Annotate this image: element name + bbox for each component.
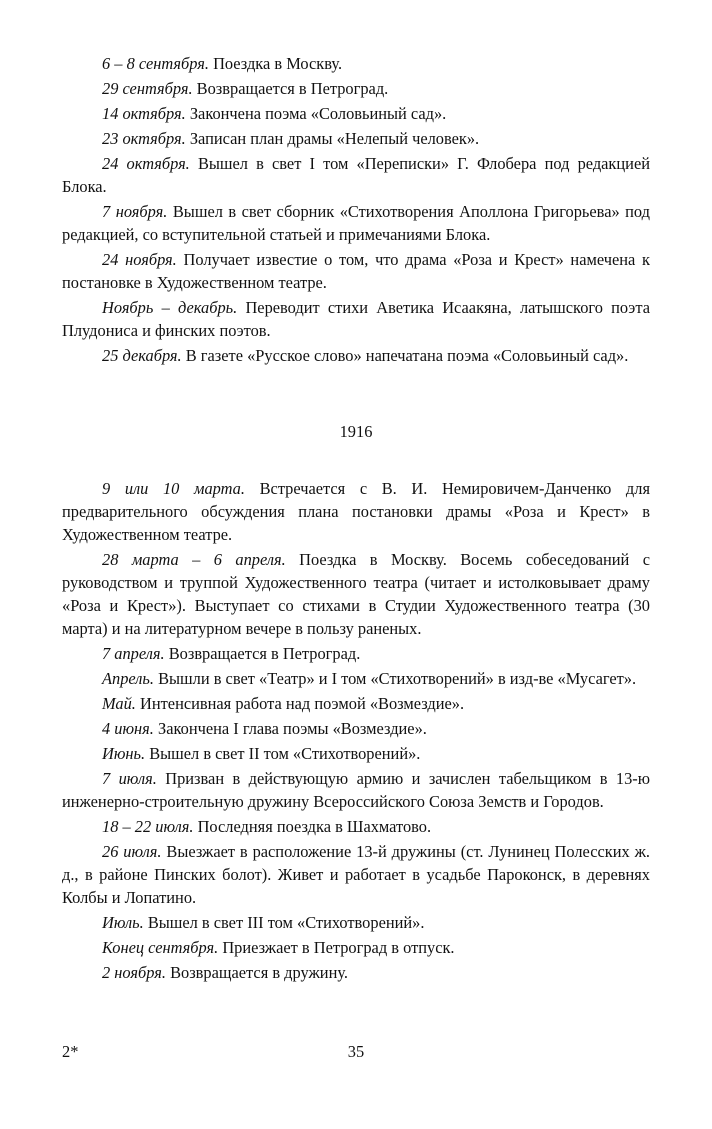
entry-date: Ноябрь – декабрь. xyxy=(102,298,238,317)
entry-text: Поездка в Москву. Восемь собеседований с руководством и труппой Художественного театра (читает и истолковывает драму «Роза и Крест»). Выступает со стихами в Студии Художественного театра (30 марта) и на литературном вечере в пользу раненых. xyxy=(62,550,650,638)
page-body xyxy=(62,52,650,986)
page-number: 35 xyxy=(347,1042,365,1061)
entry-text: Встречается с В. И. Немировичем-Данченко для предварительного обсуждения плана постановки драмы «Роза и Крест» в Художественном театре. xyxy=(62,479,650,544)
chronicle-entry xyxy=(62,200,650,246)
chronicle-entry xyxy=(62,296,650,342)
chronicle-entry xyxy=(62,52,650,75)
entry-text: Вышел в свет III том «Стихотворений». xyxy=(147,913,425,932)
entry-date: 29 сентября. xyxy=(102,79,193,98)
chronicle-entry xyxy=(62,477,650,546)
entry-text: Приезжает в Петроград в отпуск. xyxy=(222,938,455,957)
chronicle-entry xyxy=(62,344,650,367)
page-footer xyxy=(62,1040,650,1064)
chronicle-entry xyxy=(62,152,650,198)
entry-date: 4 июня. xyxy=(102,719,154,738)
signature-mark: 2* xyxy=(62,1042,79,1061)
chronicle-entry xyxy=(62,127,650,150)
entry-date: Апрель. xyxy=(102,669,154,688)
entry-text: В газете «Русское слово» напечатана поэма «Соловьиный сад». xyxy=(185,346,629,365)
entry-text: Вышел в свет сборник «Стихотворения Аполлона Григорьева» под редакцией, со вступительной статьей и примечаниями Блока. xyxy=(62,202,650,244)
entry-text: Возвращается в дружину. xyxy=(170,963,348,982)
year-heading: 1916 xyxy=(339,422,373,441)
entry-date: Май. xyxy=(102,694,136,713)
entry-date: 24 ноября. xyxy=(102,250,177,269)
entry-date: 28 марта – 6 апреля. xyxy=(102,550,286,569)
chronicle-entry xyxy=(62,742,650,765)
entry-text: Возвращается в Петроград. xyxy=(196,79,389,98)
entry-date: 24 октября. xyxy=(102,154,190,173)
chronicle-entry xyxy=(62,840,650,909)
entry-text: Закончена I глава поэмы «Возмездие». xyxy=(158,719,427,738)
entry-date: 26 июля. xyxy=(102,842,162,861)
entry-text: Вышли в свет «Театр» и I том «Стихотворений» в изд-ве «Мусагет». xyxy=(158,669,637,688)
entry-text: Поездка в Москву. xyxy=(213,54,343,73)
entry-text: Призван в действующую армию и зачислен табельщиком в 13-ю инженерно-строительную дружину Всероссийского Союза Земств и Городов. xyxy=(62,769,650,811)
entry-date: 7 апреля. xyxy=(102,644,165,663)
chronicle-entry xyxy=(62,936,650,959)
entry-text: Вышел в свет II том «Стихотворений». xyxy=(149,744,421,763)
chronicle-entry xyxy=(62,548,650,640)
chronicle-entry xyxy=(62,815,650,838)
entry-text: Получает известие о том, что драма «Роза и Крест» намечена к постановке в Художественном театре. xyxy=(62,250,650,292)
entry-text: Интенсивная работа над поэмой «Возмездие». xyxy=(140,694,465,713)
entry-date: 9 или 10 марта. xyxy=(102,479,245,498)
entry-text: Возвращается в Петроград. xyxy=(168,644,361,663)
entry-date: Июль. xyxy=(102,913,144,932)
entries-1916 xyxy=(62,477,650,984)
entry-text: Записан план драмы «Нелепый человек». xyxy=(189,129,480,148)
entry-date: 23 октября. xyxy=(102,129,186,148)
entry-date: 7 ноября. xyxy=(102,202,168,221)
entry-date: 2 ноября. xyxy=(102,963,166,982)
entry-date: 7 июля. xyxy=(102,769,157,788)
entry-date: 25 декабря. xyxy=(102,346,182,365)
entry-text: Закончена поэма «Соловьиный сад». xyxy=(189,104,447,123)
entry-text: Последняя поездка в Шахматово. xyxy=(197,817,432,836)
entry-date: Июнь. xyxy=(102,744,146,763)
chronicle-entry xyxy=(62,248,650,294)
chronicle-entry xyxy=(62,911,650,934)
entry-date: 6 – 8 сентября. xyxy=(102,54,209,73)
chronicle-entry xyxy=(62,961,650,984)
chronicle-entry xyxy=(62,767,650,813)
chronicle-entry xyxy=(62,667,650,690)
chronicle-entry xyxy=(62,642,650,665)
entry-date: 18 – 22 июля. xyxy=(102,817,194,836)
entries-1915 xyxy=(62,52,650,367)
chronicle-entry xyxy=(62,717,650,740)
entry-date: Конец сентября. xyxy=(102,938,219,957)
chronicle-entry xyxy=(62,102,650,125)
entry-text: Переводит стихи Аветика Исаакяна, латышского поэта Плудониса и финских поэтов. xyxy=(62,298,650,340)
chronicle-entry xyxy=(62,77,650,100)
entry-text: Вышел в свет I том «Переписки» Г. Флобера под редакцией Блока. xyxy=(62,154,650,196)
entry-date: 14 октября. xyxy=(102,104,186,123)
chronicle-entry xyxy=(62,692,650,715)
entry-text: Выезжает в расположение 13-й дружины (ст. Лунинец Полесских ж. д., в районе Пинских болот). Живет и работает в усадьбе Пароконск, в деревнях Колбы и Лопатино. xyxy=(62,842,650,907)
